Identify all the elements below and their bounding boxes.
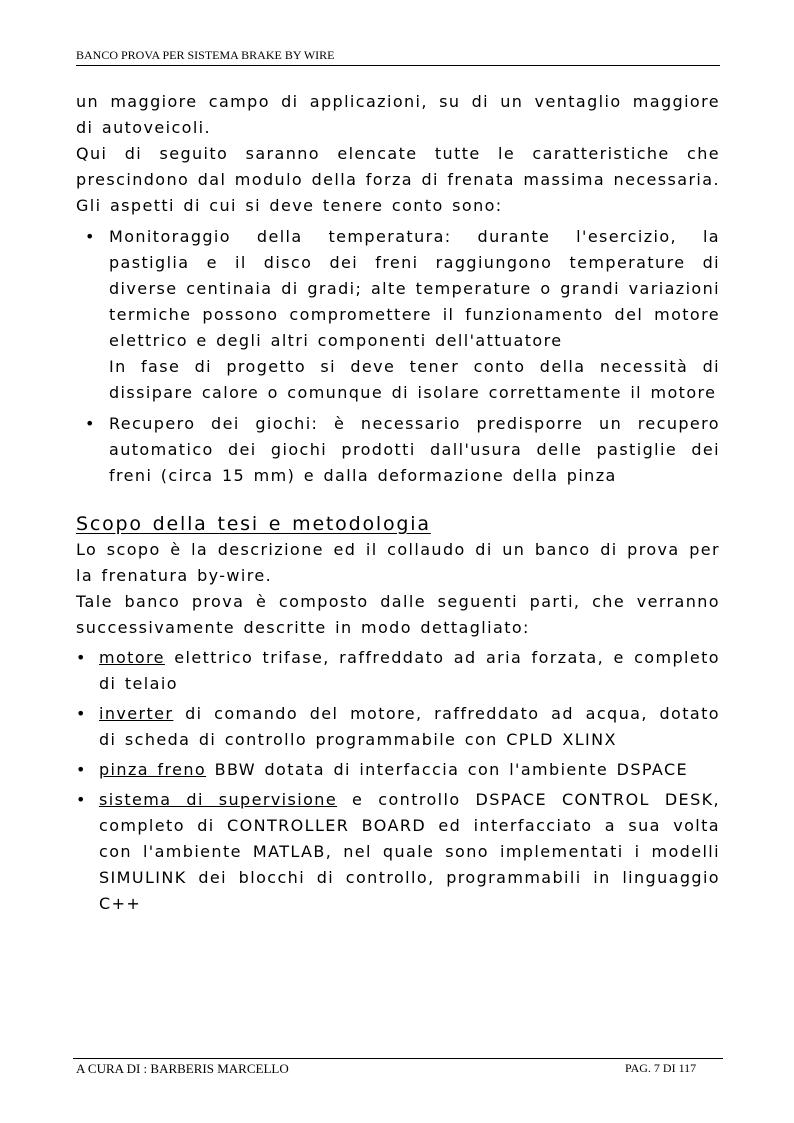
section-paragraph: Lo scopo è la descrizione ed il collaudo di un banco di prova per la frenatura by-wire. xyxy=(76,540,720,585)
footer-rule xyxy=(73,1058,723,1059)
section-heading: Scopo della tesi e metodologia xyxy=(76,513,431,535)
footer-page-number: PAG. 7 DI 117 xyxy=(625,1061,697,1075)
body-text xyxy=(76,89,720,921)
list-item xyxy=(99,645,720,697)
part-term: sistema di supervisione xyxy=(99,790,338,809)
part-description: BBW dotata di interfaccia con l'ambiente DSPACE xyxy=(206,760,689,779)
list-item xyxy=(109,224,720,406)
part-term: pinza freno xyxy=(99,760,207,779)
section-paragraph: Tale banco prova è composto dalle seguenti parti, che verranno successivamente descritte in modo dettagliato: xyxy=(76,592,720,637)
intro-paragraph: un maggiore campo di applicazioni, su di un ventaglio maggiore di autoveicoli. xyxy=(76,92,720,137)
aspect-text: • Monitoraggio della temperatura: durante l'esercizio, la pastiglia e il disco dei freni raggiungono temperature di diverse centinaia di gradi; alte temperature o grandi variazioni termiche possono compromettere il funzionamento del motore elettrico e degli altri componenti dell'attuatore xyxy=(109,227,720,350)
list-item xyxy=(99,701,720,753)
list-item xyxy=(99,757,720,783)
aspect-text: • Recupero dei giochi: è necessario predisporre un recupero automatico dei giochi prodotti dall'usura delle pastiglie dei freni (circa 15 mm) e dalla deformazione della pinza xyxy=(109,414,720,485)
part-term: inverter xyxy=(99,704,174,723)
part-description: di comando del motore, raffreddato ad acqua, dotato di scheda di controllo programmabile con CPLD XLINX xyxy=(99,704,720,749)
intro-paragraph: Gli aspetti di cui si deve tenere conto sono: xyxy=(76,196,503,215)
aspects-list xyxy=(76,224,720,489)
footer-author: A CURA DI : BARBERIS MARCELLO xyxy=(76,1061,289,1076)
list-item xyxy=(109,411,720,489)
list-item xyxy=(99,787,720,917)
part-term: motore xyxy=(99,648,165,667)
intro-paragraph: Qui di seguito saranno elencate tutte le caratteristiche che prescindono dal modulo della forza di frenata massima necessaria. xyxy=(76,144,720,189)
part-description: e controllo DSPACE CONTROL DESK, completo di CONTROLLER BOARD ed interfacciato a sua volta con l'ambiente MATLAB, nel quale sono implementati i modelli SIMULINK dei blocchi di controllo, programmabili in linguaggio C++ xyxy=(99,790,721,913)
aspect-note: In fase di progetto si deve tener conto della necessità di dissipare calore o comunque di isolare correttamente il motore xyxy=(109,357,720,402)
running-header: BANCO PROVA PER SISTEMA BRAKE BY WIRE xyxy=(76,48,720,66)
part-description: elettrico trifase, raffreddato ad aria forzata, e completo di telaio xyxy=(99,648,720,693)
parts-list xyxy=(76,645,720,917)
